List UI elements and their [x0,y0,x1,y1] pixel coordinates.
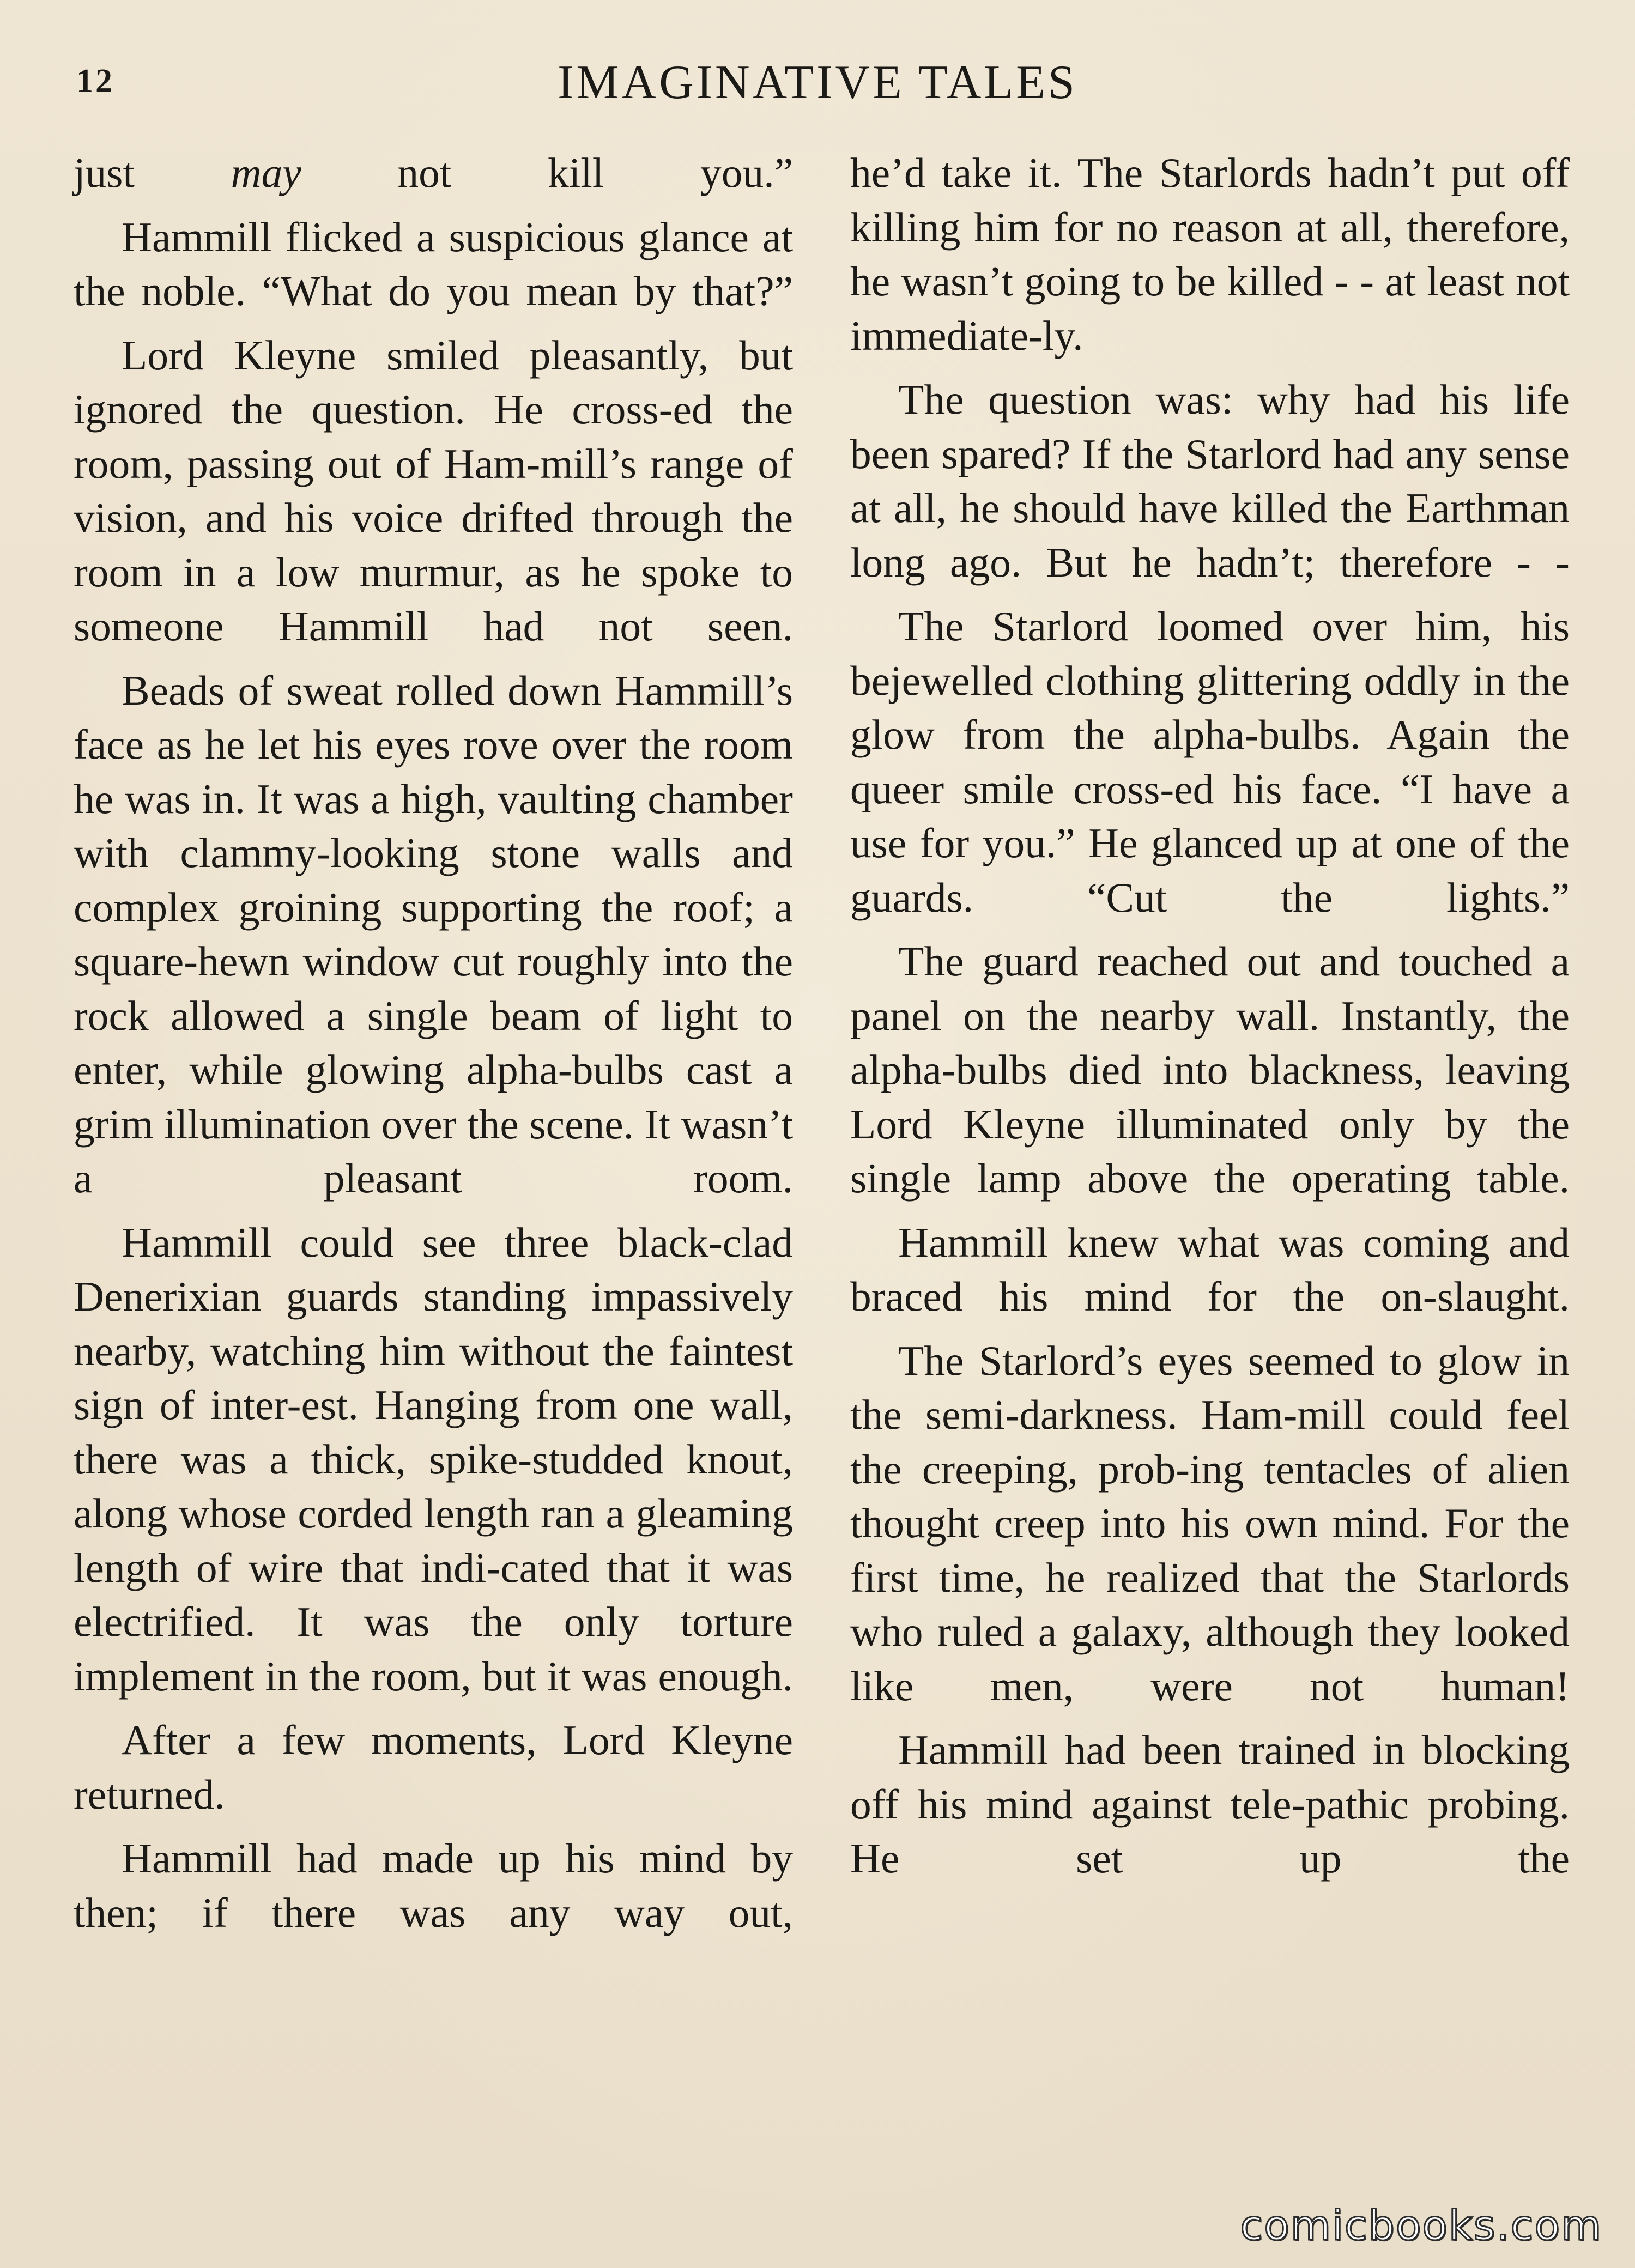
paragraph: After a few moments, Lord Kleyne returned. [74,1717,793,1818]
paragraph: The Starlord loomed over him, his bejewelled clothing glittering oddly in the glow from the alpha-bulbs. Again the queer smile cross-ed his face. “I have a use for you.” He glanced up at one of the guards. “Cut the lights.” [850,603,1570,921]
paragraph: Hammill could see three black-clad Denerixian guards standing impassively nearby, watching him without the faintest sign of inter-est. Hanging from one wall, there was a thick, spike-studded knout, along whose corded length ran a gleaming length of wire that indi-cated that it was electrified. It was the only torture implement in the room, but it was enough. [74,1218,793,1700]
paragraph: The question was: why had his life been spared? If the Starlord had any sense at all, he should have killed the Earthman long ago. But he hadn’t; therefore - - [850,376,1570,586]
running-head: IMAGINATIVE TALES [558,56,1077,109]
right-column [850,146,1570,1886]
paragraph: The guard reached out and touched a panel on the nearby wall. Instantly, the alpha-bulbs died into blackness, leaving Lord Kleyne illuminated only by the single lamp above the operating table. [850,938,1570,1202]
left-column [74,146,793,1940]
paragraph: Beads of sweat rolled down Hammill’s face as he let his eyes rove over the room he was in. It was a high, vaulting chamber with clammy-looking stone walls and complex groining supporting the roof; a square-hewn window cut roughly into the rock allowed a single beam of light to enter, while glowing alpha-bulbs cast a grim illumination over the scene. It wasn’t a pleasant room. [74,666,793,1202]
paragraph: Hammill had been trained in blocking off his mind against tele-pathic probing. He set up the [850,1726,1570,1882]
emphasized-word: may [231,149,301,196]
page-number: 12 [76,63,114,100]
paragraph [74,146,793,201]
paragraph: Hammill flicked a suspicious glance at the noble. “What do you mean by that?” [74,213,793,314]
paragraph: The Starlord’s eyes seemed to glow in the semi-darkness. Ham-mill could feel the creeping, prob-ing tentacles of alien thought creep into his own mind. For the first time, he realized that the Starlords who ruled a galaxy, although they looked like men, were not human! [850,1337,1570,1709]
text-run: just [74,149,231,196]
paragraph: Hammill had made up his mind by then; if there was any way out, [74,1835,793,1936]
watermark-logo: comicbooks.com [1240,2201,1602,2249]
text-run: not kill you.” [301,149,793,196]
paragraph: Lord Kleyne smiled pleasantly, but ignored the question. He cross-ed the room, passing out of Ham-mill’s range of vision, and his voice drifted through the room in a low murmur, as he spoke to someone Hammill had not seen. [74,331,793,650]
paragraph: Hammill knew what was coming and braced his mind for the on-slaught. [850,1218,1570,1320]
paragraph: he’d take it. The Starlords hadn’t put off killing him for no reason at all, therefore, he wasn’t going to be killed - - at least not immediate-ly. [850,149,1570,359]
